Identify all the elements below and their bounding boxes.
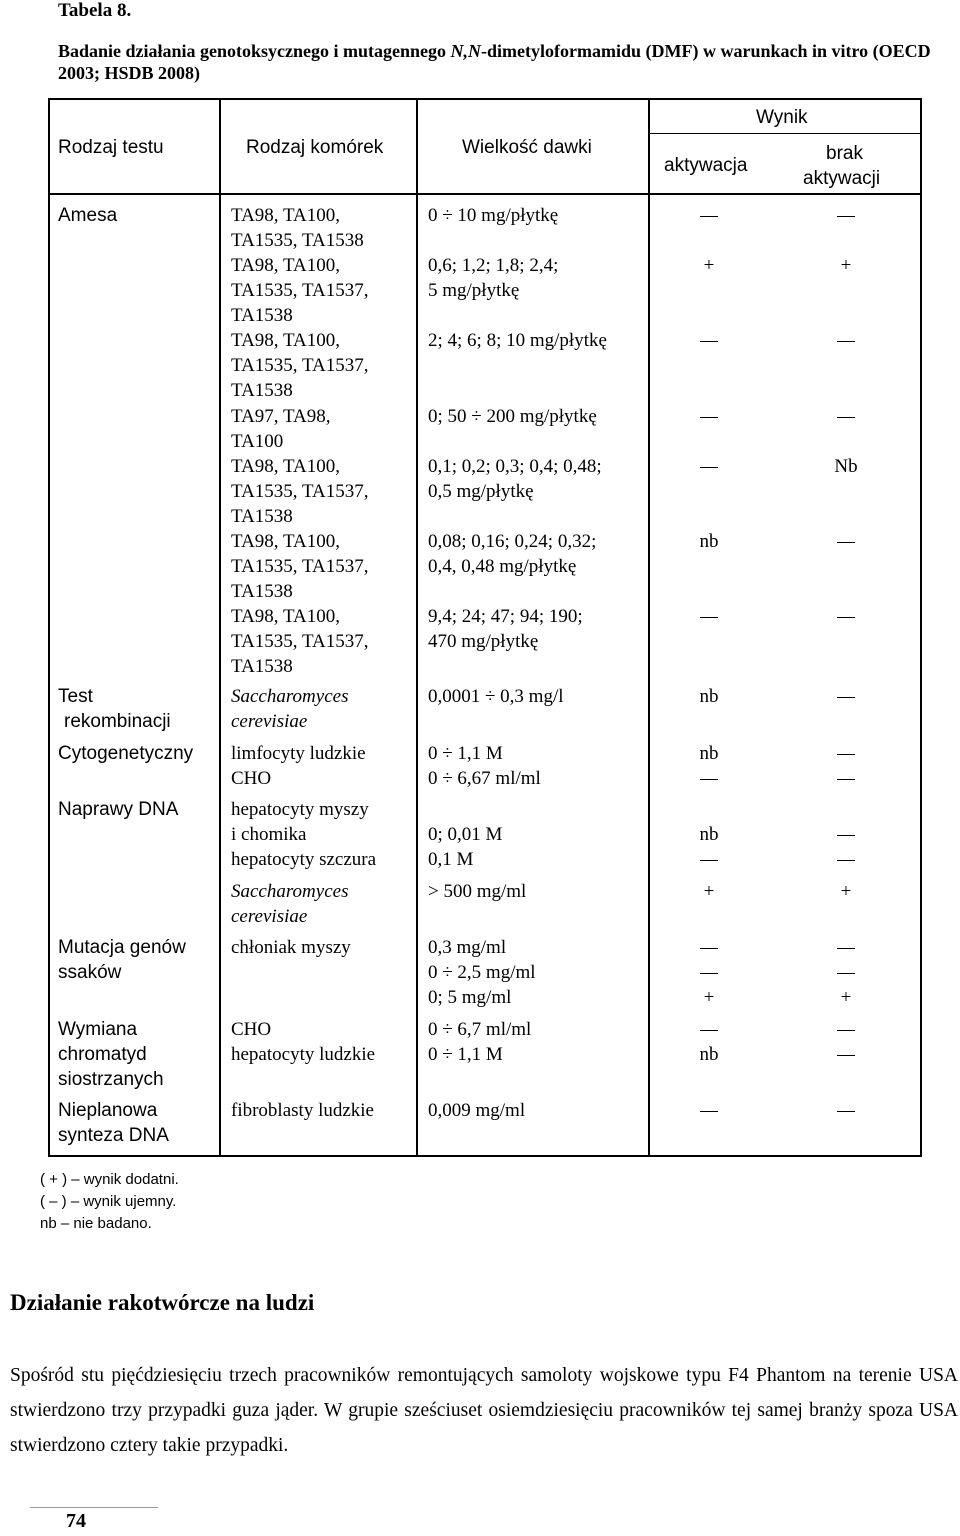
ames-activation-7 [679, 604, 739, 629]
negative-dash-icon [837, 973, 855, 974]
ames-activation-1 [679, 203, 739, 228]
header-no-activation-2: aktywacji [803, 168, 881, 189]
ames-activation-4 [679, 404, 739, 429]
repair-activation-1: nb [699, 824, 719, 845]
footer-divider [30, 1507, 158, 1508]
ames-cells-4: TA97, TA98, TA100 [231, 406, 331, 452]
ames-no-activation-1 [816, 203, 876, 228]
ames-dose-7: 9,4; 24; 47; 94; 190; 470 mg/płytkę [428, 606, 583, 652]
recomb-cells: Saccharomyces cerevisiae [231, 686, 349, 732]
cyto-cells: limfocyty ludzkie CHO [231, 743, 366, 789]
mut-no-activation-1 [816, 935, 876, 960]
body-paragraph: Spośród stu pięćdziesięciu trzech pracowników remontujących samoloty wojskowe typu F4 Phantom na terenie USA stwierdzono trzy przypadki guza jąder. W grupie sześciuset osiemdziesięciu pracowników tej samej branży spoza USA stwierdzono cztery takie przypadki. [10, 1365, 958, 1456]
ames-cells-3: TA98, TA100, TA1535, TA1537, TA1538 [231, 330, 369, 401]
negative-dash-icon [700, 948, 718, 949]
ames-activation-5 [679, 454, 739, 479]
section-title: Działanie rakotwórcze na ludzi [10, 1290, 315, 1315]
ames-no-activation-6 [816, 529, 876, 554]
uds-cells: fibroblasty ludzkie [231, 1100, 374, 1121]
ames-dose-3: 2; 4; 6; 8; 10 mg/płytkę [428, 330, 607, 351]
ames-activation-3 [679, 328, 739, 353]
test-sister-chromatid: Wymiana chromatyd siostrzanych [58, 1019, 164, 1090]
negative-dash-icon [837, 417, 855, 418]
negative-dash-icon [837, 754, 855, 755]
ames-dose-4: 0; 50 ÷ 200 mg/płytkę [428, 406, 597, 427]
negative-dash-icon [837, 948, 855, 949]
test-uds: Nieplanowa synteza DNA [58, 1100, 169, 1146]
sce-no-activation-2 [816, 1042, 876, 1067]
mut-no-activation-2 [816, 960, 876, 985]
negative-dash-icon [700, 779, 718, 780]
test-gene-mutation: Mutacja genów ssaków [58, 937, 186, 983]
negative-dash-icon [700, 216, 718, 217]
negative-dash-icon [700, 467, 718, 468]
negative-dash-icon [837, 835, 855, 836]
ames-dose-1: 0 ÷ 10 mg/płytkę [428, 205, 559, 226]
ames-cells-7: TA98, TA100, TA1535, TA1537, TA1538 [231, 606, 369, 677]
mut-cells: chłoniak myszy [231, 937, 351, 958]
page-number: 74 [66, 1510, 86, 1532]
mut-activation-3: + [703, 987, 715, 1008]
negative-dash-icon [837, 1055, 855, 1056]
cyto-activation-2 [679, 766, 739, 791]
test-cytogenetic: Cytogenetyczny [58, 743, 194, 764]
ames-cells-1: TA98, TA100, TA1535, TA1538 [231, 205, 364, 251]
legend-positive: ( + ) – wynik dodatni. [40, 1171, 179, 1188]
header-dose: Wielkość dawki [462, 137, 592, 158]
negative-dash-icon [837, 542, 855, 543]
repair-dose: 0; 0,01 M 0,1 M [428, 824, 503, 870]
header-result: Wynik [756, 107, 808, 128]
legend-not-tested: nb – nie badano. [40, 1215, 152, 1232]
ames-dose-2: 0,6; 1,2; 1,8; 2,4; 5 mg/płytkę [428, 255, 559, 301]
recomb-dose: 0,0001 ÷ 0,3 mg/l [428, 686, 564, 707]
mut-activation-2 [679, 960, 739, 985]
ames-no-activation-3 [816, 328, 876, 353]
table-caption: Badanie działania genotoksycznego i mutagennego N,N-dimetyloformamidu (DMF) w warunkach in vitro (OECD 2003; HSDB 2008) [58, 41, 931, 83]
repair-cells-yeast: Saccharomyces cerevisiae [231, 881, 349, 927]
ames-cells-6: TA98, TA100, TA1535, TA1537, TA1538 [231, 531, 369, 602]
cyto-dose: 0 ÷ 1,1 M 0 ÷ 6,67 ml/ml [428, 743, 541, 789]
negative-dash-icon [837, 341, 855, 342]
mut-no-activation-3: + [840, 987, 852, 1008]
repair-cells: hepatocyty myszy i chomika hepatocyty szczura [231, 799, 377, 870]
test-recombination: Test rekombinacji [58, 686, 171, 732]
repair-no-activation-1 [816, 822, 876, 847]
sce-dose: 0 ÷ 6,7 ml/ml 0 ÷ 1,1 M [428, 1019, 532, 1065]
repair-activation-2 [679, 847, 739, 872]
repair-yeast-no-activation: + [840, 881, 852, 902]
ames-dose-6: 0,08; 0,16; 0,24; 0,32; 0,4, 0,48 mg/płytkę [428, 531, 597, 577]
negative-dash-icon [837, 1030, 855, 1031]
negative-dash-icon [837, 779, 855, 780]
negative-dash-icon [700, 860, 718, 861]
negative-dash-icon [700, 973, 718, 974]
table-label: Tabela 8. [58, 0, 132, 21]
header-test-type: Rodzaj testu [58, 137, 164, 158]
sce-cells: CHO hepatocyty ludzkie [231, 1019, 376, 1065]
ames-no-activation-2: + [840, 255, 852, 276]
mut-dose: 0,3 mg/ml 0 ÷ 2,5 mg/ml 0; 5 mg/ml [428, 937, 536, 1008]
cyto-activation-1: nb [699, 743, 719, 764]
cyto-no-activation-2 [816, 766, 876, 791]
negative-dash-icon [837, 1111, 855, 1112]
negative-dash-icon [700, 417, 718, 418]
header-cell-type: Rodzaj komórek [246, 137, 384, 158]
test-dna-repair: Naprawy DNA [58, 799, 179, 820]
negative-dash-icon [837, 216, 855, 217]
uds-dose: 0,009 mg/ml [428, 1100, 526, 1121]
negative-dash-icon [700, 1111, 718, 1112]
ames-dose-5: 0,1; 0,2; 0,3; 0,4; 0,48; 0,5 mg/płytkę [428, 456, 602, 502]
recomb-activation: nb [699, 686, 719, 707]
uds-activation [679, 1098, 739, 1123]
repair-yeast-activation: + [703, 881, 715, 902]
cyto-no-activation-1 [816, 741, 876, 766]
ames-no-activation-4 [816, 404, 876, 429]
header-no-activation: brak [826, 143, 863, 164]
uds-no-activation [816, 1098, 876, 1123]
negative-dash-icon [700, 341, 718, 342]
ames-cells-2: TA98, TA100, TA1535, TA1537, TA1538 [231, 255, 369, 326]
ames-cells-5: TA98, TA100, TA1535, TA1537, TA1538 [231, 456, 369, 527]
ames-activation-6: nb [699, 531, 719, 552]
recomb-no-activation [816, 684, 876, 709]
test-ames: Amesa [58, 205, 118, 226]
repair-no-activation-2 [816, 847, 876, 872]
repair-dose-yeast: > 500 mg/ml [428, 881, 527, 902]
negative-dash-icon [837, 860, 855, 861]
negative-dash-icon [837, 697, 855, 698]
ames-no-activation-5: Nb [834, 456, 858, 477]
ames-no-activation-7 [816, 604, 876, 629]
sce-activation-2: nb [699, 1044, 719, 1065]
sce-no-activation-1 [816, 1017, 876, 1042]
header-activation: aktywacja [664, 155, 748, 176]
negative-dash-icon [700, 1030, 718, 1031]
ames-activation-2: + [703, 255, 715, 276]
sce-activation-1 [679, 1017, 739, 1042]
negative-dash-icon [837, 617, 855, 618]
negative-dash-icon [700, 617, 718, 618]
mut-activation-1 [679, 935, 739, 960]
legend-negative: ( – ) – wynik ujemny. [40, 1193, 177, 1210]
